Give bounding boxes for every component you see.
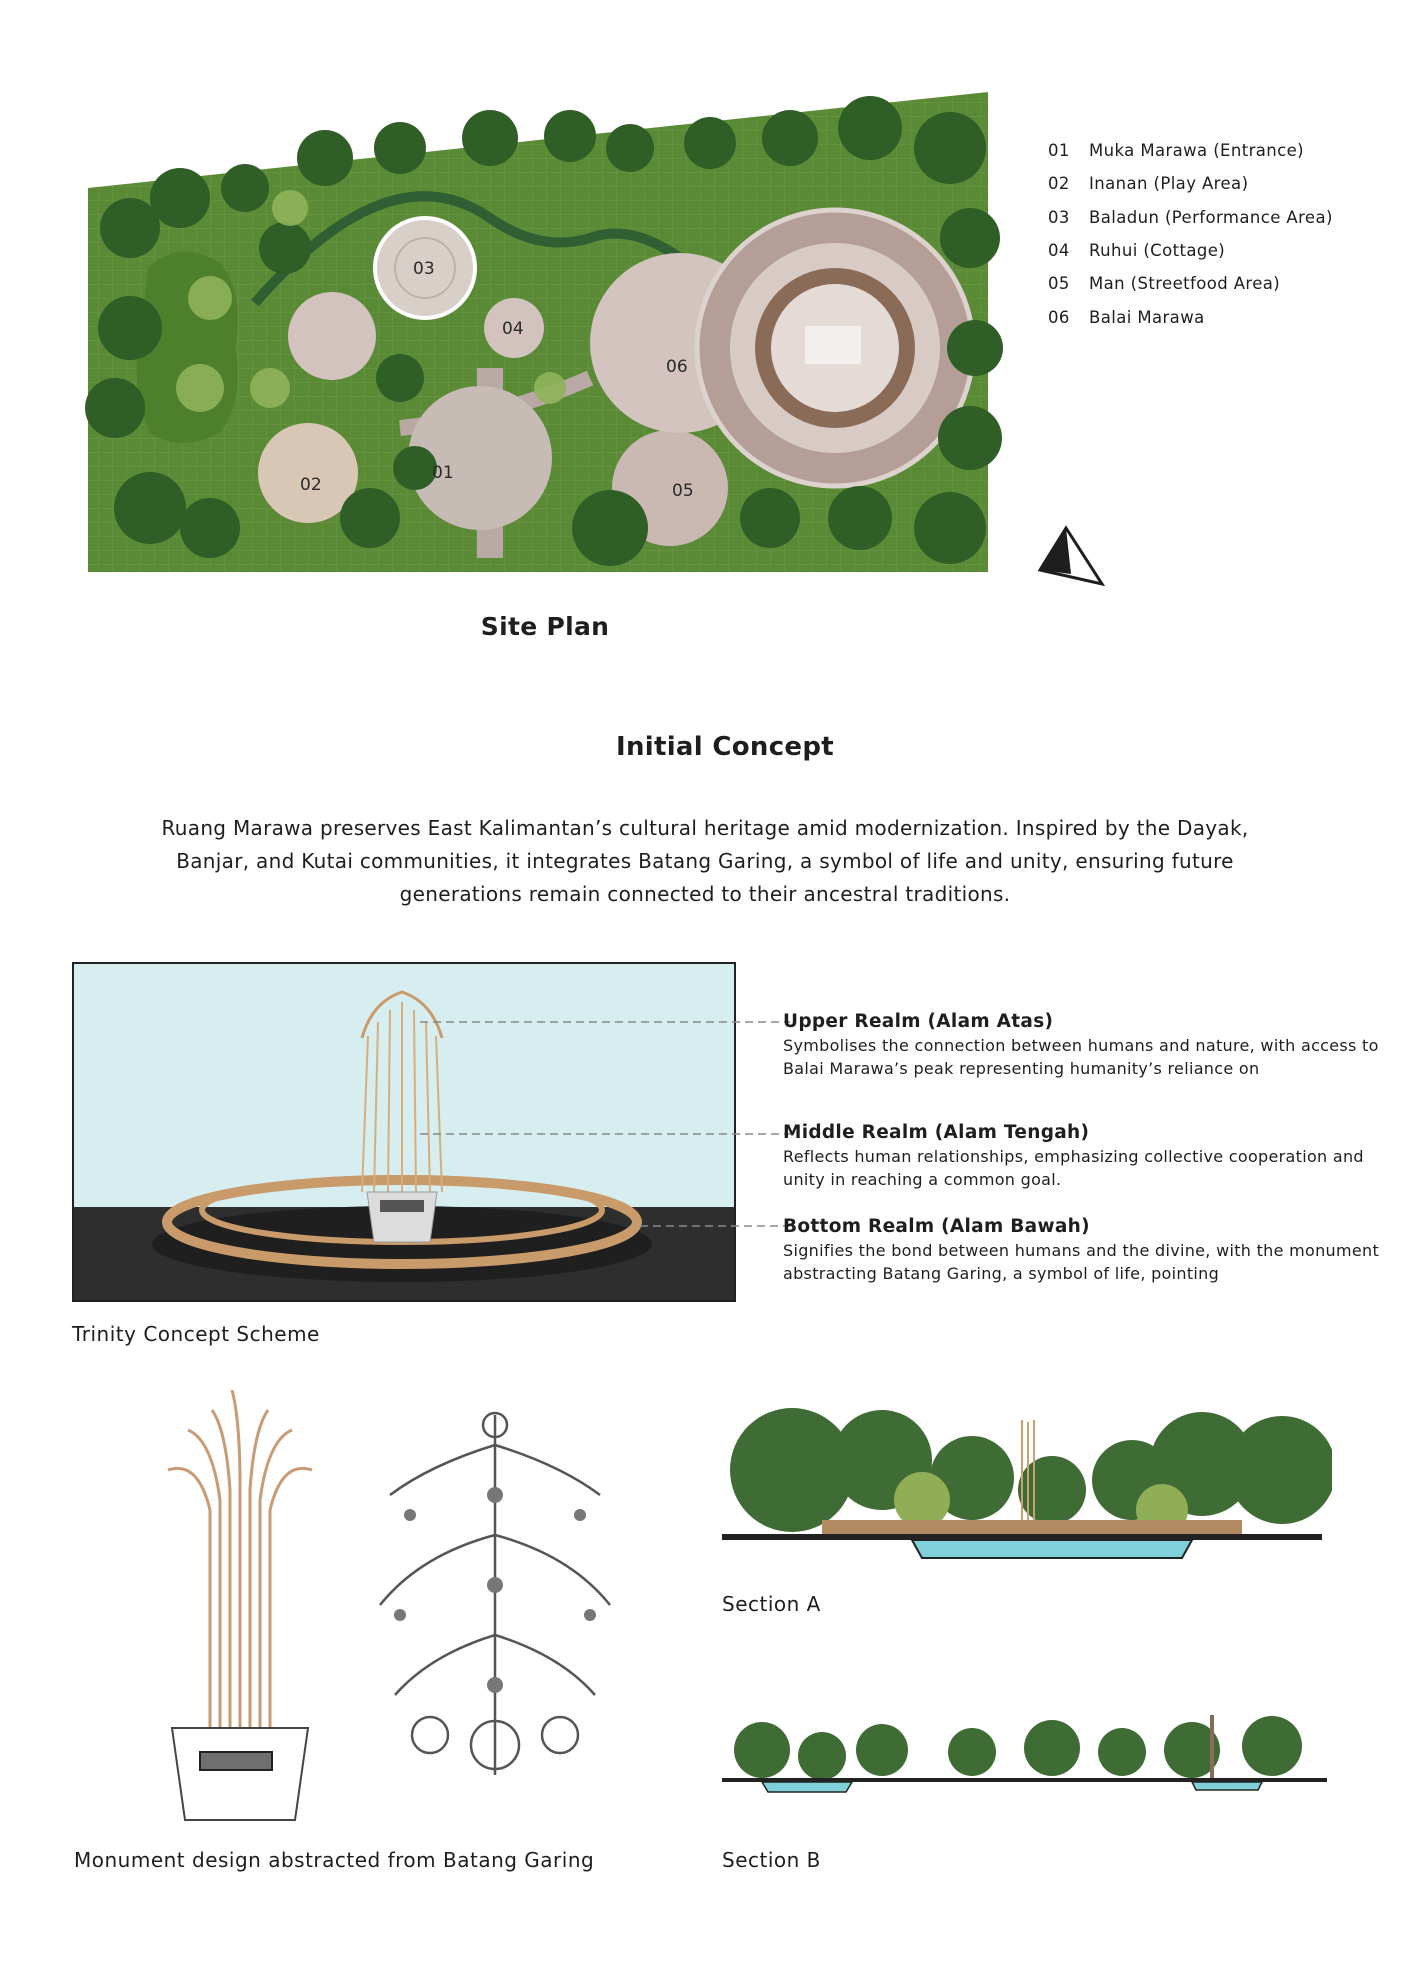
section-a-drawing	[722, 1400, 1332, 1570]
paved-plaza-circle	[288, 292, 376, 380]
upper-realm-annotation: Upper Realm (Alam Atas) Symbolises the connection between humans and nature, with access to Balai Marawa’s peak representing humanity’s reliance on	[783, 1011, 1379, 1078]
zone-label-05: 05	[672, 481, 694, 501]
site-plan-legend	[1048, 134, 1388, 334]
zone-label-03: 03	[413, 259, 435, 279]
trinity-caption: Trinity Concept Scheme	[72, 1322, 320, 1346]
bottom-realm-annotation: Bottom Realm (Alam Bawah) Signifies the bond between humans and the divine, with the monument abstracting Batang Garing, a symbol of life, pointing	[783, 1216, 1380, 1283]
section-b-drawing	[722, 1690, 1332, 1800]
legend-item: 02 Inanan (Play Area)	[1048, 174, 1249, 194]
realm-leader-lines	[420, 1010, 800, 1240]
legend-item: 05 Man (Streetfood Area)	[1048, 274, 1281, 294]
batang-garing-ornament	[370, 1405, 620, 1805]
north-arrow-icon	[1036, 524, 1106, 590]
legend-item: 06 Balai Marawa	[1048, 307, 1205, 327]
site-plan-caption: Site Plan	[480, 612, 610, 641]
zone-label-06: 06	[666, 357, 688, 377]
initial-concept-title: Initial Concept	[616, 732, 834, 762]
site-plan-drawing	[70, 88, 1010, 608]
legend-item: 01 Muka Marawa (Entrance)	[1048, 141, 1305, 161]
zone-label-01: 01	[432, 463, 454, 483]
middle-realm-annotation: Middle Realm (Alam Tengah) Reflects human relationships, emphasizing collective cooperation and unity in reaching a common goal.	[783, 1122, 1364, 1189]
legend-item: 04 Ruhui (Cottage)	[1048, 241, 1226, 261]
concept-description: Ruang Marawa preserves East Kalimantan’s cultural heritage amid modernization. Inspired by the Dayak, Banjar, and Kutai communities, it integrates Batang Garing, a symbol of life and unity, ensuring future generations remain connected to their ancestral traditions.	[161, 816, 1249, 906]
section-a-caption: Section A	[722, 1592, 821, 1616]
legend-item: 03 Baladun (Performance Area)	[1048, 207, 1333, 227]
zone-label-04: 04	[502, 319, 524, 339]
zone-label-02: 02	[300, 475, 322, 495]
section-b-caption: Section B	[722, 1848, 821, 1872]
monument-elevation	[160, 1390, 320, 1830]
monument-caption: Monument design abstracted from Batang Garing	[74, 1848, 595, 1872]
